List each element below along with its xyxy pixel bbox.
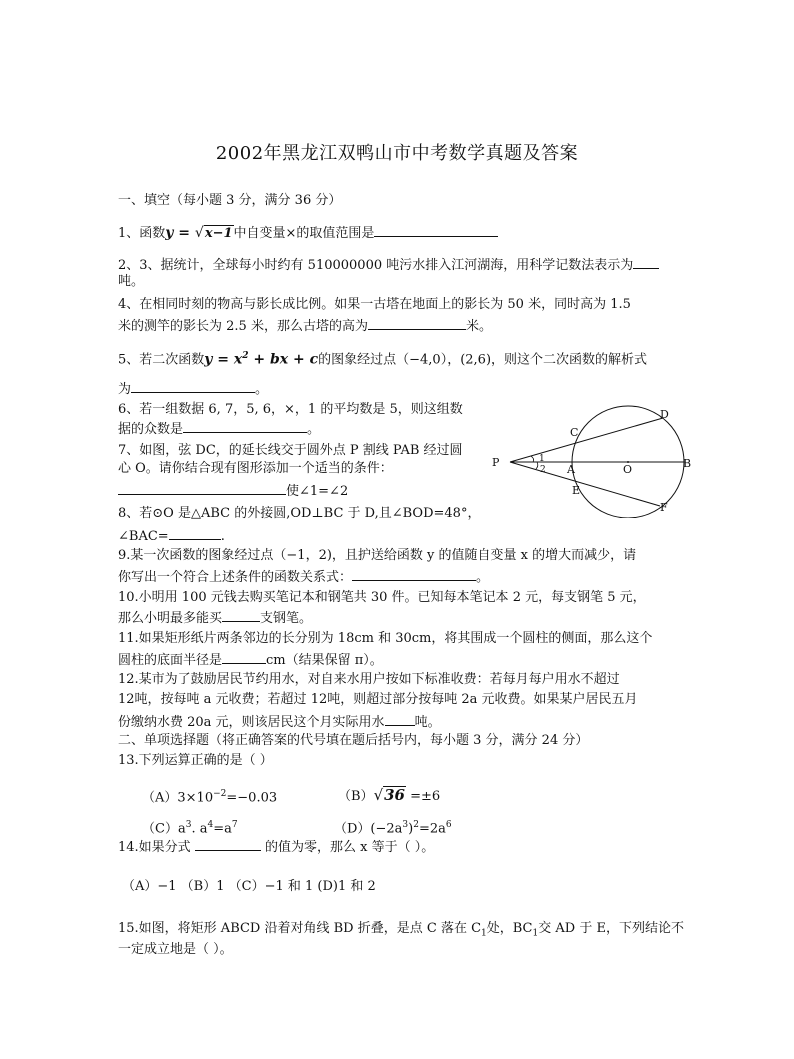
- answer-blank: [222, 651, 266, 664]
- question-8: 8、若⊙O 是△ABC 的外接圆,OD⊥BC 于 D,且∠BOD=48°，: [118, 506, 481, 521]
- question-4-cont: 米的测竿的影长为 2.5 米，那么古塔的高为 米。: [118, 319, 492, 334]
- page-title: 2002年黑龙江双鸭山市中考数学真题及答案: [215, 143, 579, 164]
- answer-blank: [118, 482, 286, 495]
- question-8-cont: ∠BAC= .: [118, 529, 225, 544]
- question-15: 15.如图，将矩形 ABCD 沿着对角线 BD 折叠，是点 C 落在 $C_1$处，$BC_1$交 AD 于 E，下列结论不: [118, 921, 684, 939]
- question-5-cont: 为 。: [118, 382, 269, 397]
- question-11-cont: 圆柱的底面半径是 cm（结果保留 π）。: [118, 653, 383, 668]
- question-10: 10.小明用 100 元钱去购买笔记本和钢笔共 30 件。已知每本笔记本 2 元，每支钢笔 5 元，: [118, 590, 646, 605]
- question-12: 12.某市为了鼓励居民节约用水，对自来水用户按如下标准收费：若每月每户用水不超过: [118, 672, 620, 687]
- question-1: 1、函数y = √x−1中自变量×的取值范围是: [118, 224, 498, 242]
- question-2-cont: 吨。: [118, 274, 145, 289]
- label-e: E: [572, 484, 581, 497]
- q13-option-a: $(A)3\times 10^{-2}=-0.03$: [142, 789, 278, 806]
- answer-blank: [352, 568, 476, 581]
- label-b: B: [683, 457, 692, 470]
- label-angle-2: 2: [540, 465, 546, 475]
- q14-options: （A）−1 （B）1 （C）−1 和 1 (D)1 和 2: [122, 879, 376, 894]
- question-4: 4、在相同时刻的物高与影长成比例。如果一古塔在地面上的影长为 50 米，同时高为 1.5: [118, 297, 631, 312]
- label-a: A: [567, 463, 575, 476]
- section-fill-blank: 一、填空（每小题 3 分，满分 36 分）: [118, 193, 342, 208]
- question-13: 13.下列运算正确的是（ ）: [118, 753, 273, 768]
- answer-blank: [633, 256, 659, 269]
- question-6-cont: 据的众数是 。: [118, 422, 321, 437]
- question-7-cond: 使∠1=∠2: [118, 482, 348, 500]
- angle-arc-2: [536, 462, 538, 469]
- question-7-cont: 心 O。请你结合现有图形添加一个适当的条件：: [118, 461, 393, 476]
- question-7: 7、如图，弦 DC，的延长线交于圆外点 P 割线 PAB 经过圆: [118, 443, 463, 458]
- angle-arc-1: [531, 456, 534, 462]
- answer-blank: [169, 527, 221, 540]
- label-o: O: [623, 463, 633, 476]
- question-2: 2、3、据统计，全球每小时约有 510000000 吨污水排入江河湖海，用科学记数法表示为: [118, 256, 659, 274]
- label-d: D: [660, 408, 669, 421]
- section-multiple-choice: 二、单项选择题（将正确答案的代号填在题后括号内，每小题 3 分，满分 24 分）: [118, 733, 589, 748]
- answer-blank: [368, 317, 466, 330]
- label-angle-1: 1: [539, 454, 545, 464]
- question-10-cont: 那么小明最多能买 支钢笔。: [118, 611, 313, 626]
- q13-option-b: （B）√36 =±6: [338, 786, 441, 804]
- question-15-cont: 一定成立地是（ ）。: [118, 942, 233, 957]
- question-12-cont2: 份缴纳水费 20a 元，则该居民这个月实际用水 吨。: [118, 715, 441, 730]
- q13-option-c: $(C)a^3$. $a^4=a^7$: [142, 820, 238, 837]
- question-6: 6、若一组数据 6, 7，5, 6，×，1 的平均数是 5，则这组数: [118, 402, 463, 417]
- question-11: 11.如果矩形纸片两条邻边的长分别为 18cm 和 30cm，将其围成一个圆柱的侧面，那么这个: [118, 631, 653, 646]
- answer-blank: [385, 713, 415, 726]
- circle-secant-figure: [488, 400, 698, 518]
- label-p: P: [492, 456, 500, 469]
- secant-pef: [510, 462, 660, 506]
- answer-blank: [131, 380, 255, 393]
- fraction-placeholder: [195, 838, 261, 851]
- question-14: 14.如果分式 的值为零，那么 x 等于（ ）。: [118, 840, 435, 855]
- label-f: F: [660, 501, 668, 514]
- question-5: 5、若二次函数$y = x^2$ + bx + c的图象经过点（−4,0），(2,6)，则这个二次函数的解析式: [118, 351, 648, 368]
- question-9-cont: 你写出一个符合上述条件的函数关系式： 。: [118, 570, 490, 585]
- question-12-cont: 12吨，按每吨 a 元收费；若超过 12吨，则超过部分按每吨 2a 元收费。如果某户居民五月: [118, 692, 638, 707]
- answer-blank: [374, 224, 498, 237]
- q13-option-d: $(D)(-2a^3)^2=2a^6$: [334, 820, 452, 837]
- question-9: 9.某一次函数的图象经过点（−1，2)，且护送给函数 y 的值随自变量 x 的增大而减少，请: [118, 548, 637, 563]
- label-c: C: [570, 426, 579, 439]
- answer-blank: [222, 609, 260, 622]
- answer-blank: [183, 420, 307, 433]
